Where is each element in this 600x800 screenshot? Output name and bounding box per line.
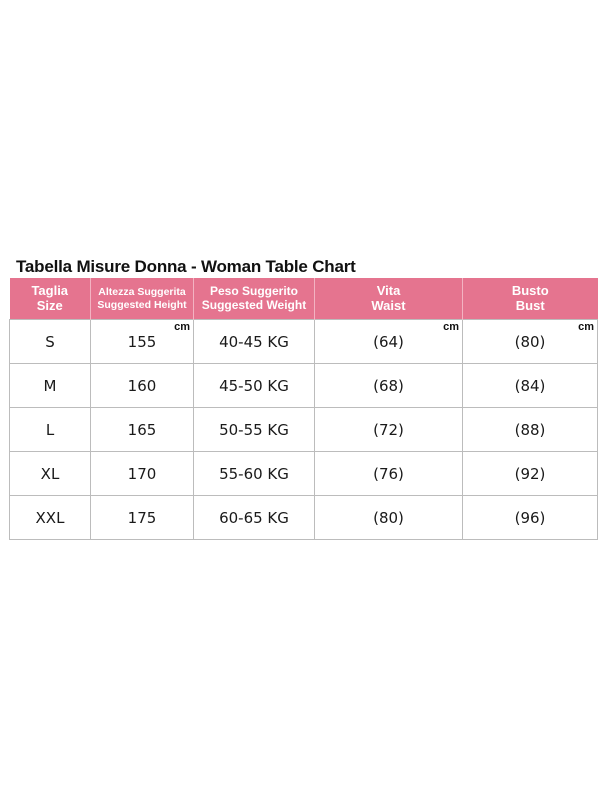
cell-height: 160 (91, 364, 194, 408)
header-waist (315, 278, 463, 320)
cell-size: XL (10, 452, 91, 496)
table-row (10, 496, 598, 540)
header-weight (194, 278, 315, 320)
cell-bust: (88) (463, 408, 598, 452)
cell-height: 175 (91, 496, 194, 540)
table-row (10, 320, 598, 364)
header-waist-line1: Vita (376, 282, 401, 298)
header-weight-line2: Suggested Weight (201, 297, 307, 312)
header-height-line1: Altezza Suggerita (98, 286, 186, 299)
cell-height: 165 (91, 408, 194, 452)
cell-waist: (76) (315, 452, 463, 496)
header-waist-line2: Waist (371, 297, 406, 313)
cell-size: M (10, 364, 91, 408)
cell-waist: (80) (315, 496, 463, 540)
cell-weight: 45-50 KG (194, 364, 315, 408)
table-row (10, 452, 598, 496)
table-row (10, 408, 598, 452)
cell-height (91, 320, 194, 364)
cell-waist (315, 320, 463, 364)
header-bust (463, 278, 598, 320)
cell-bust-value: (80) (514, 332, 546, 351)
header-height (91, 278, 194, 320)
bust-unit-label: cm (578, 321, 594, 333)
cell-bust: (92) (463, 452, 598, 496)
cell-weight: 50-55 KG (194, 408, 315, 452)
cell-weight: 55-60 KG (194, 452, 315, 496)
cell-bust: (96) (463, 496, 598, 540)
cell-size: XXL (10, 496, 91, 540)
header-weight-line1: Peso Suggerito (209, 283, 298, 298)
cell-height-value: 155 (127, 332, 157, 351)
height-unit-label: cm (174, 321, 190, 333)
cell-bust: (84) (463, 364, 598, 408)
cell-height: 170 (91, 452, 194, 496)
header-bust-line2: Bust (515, 297, 545, 313)
header-size-line1: Taglia (31, 282, 69, 298)
table-header-row (10, 278, 598, 320)
cell-weight: 40-45 KG (194, 320, 315, 364)
header-bust-line1: Busto (511, 282, 549, 298)
header-height-line2: Suggested Height (97, 298, 187, 311)
cell-waist: (68) (315, 364, 463, 408)
cell-size: L (10, 408, 91, 452)
size-table (9, 278, 598, 540)
cell-size: S (10, 320, 91, 364)
cell-weight: 60-65 KG (194, 496, 315, 540)
header-size (10, 278, 91, 320)
waist-unit-label: cm (443, 321, 459, 333)
cell-waist: (72) (315, 408, 463, 452)
header-size-line2: Size (36, 297, 63, 313)
page-title: Tabella Misure Donna - Woman Table Chart (16, 257, 356, 276)
cell-bust (463, 320, 598, 364)
table-row (10, 364, 598, 408)
cell-waist-value: (64) (373, 332, 404, 351)
